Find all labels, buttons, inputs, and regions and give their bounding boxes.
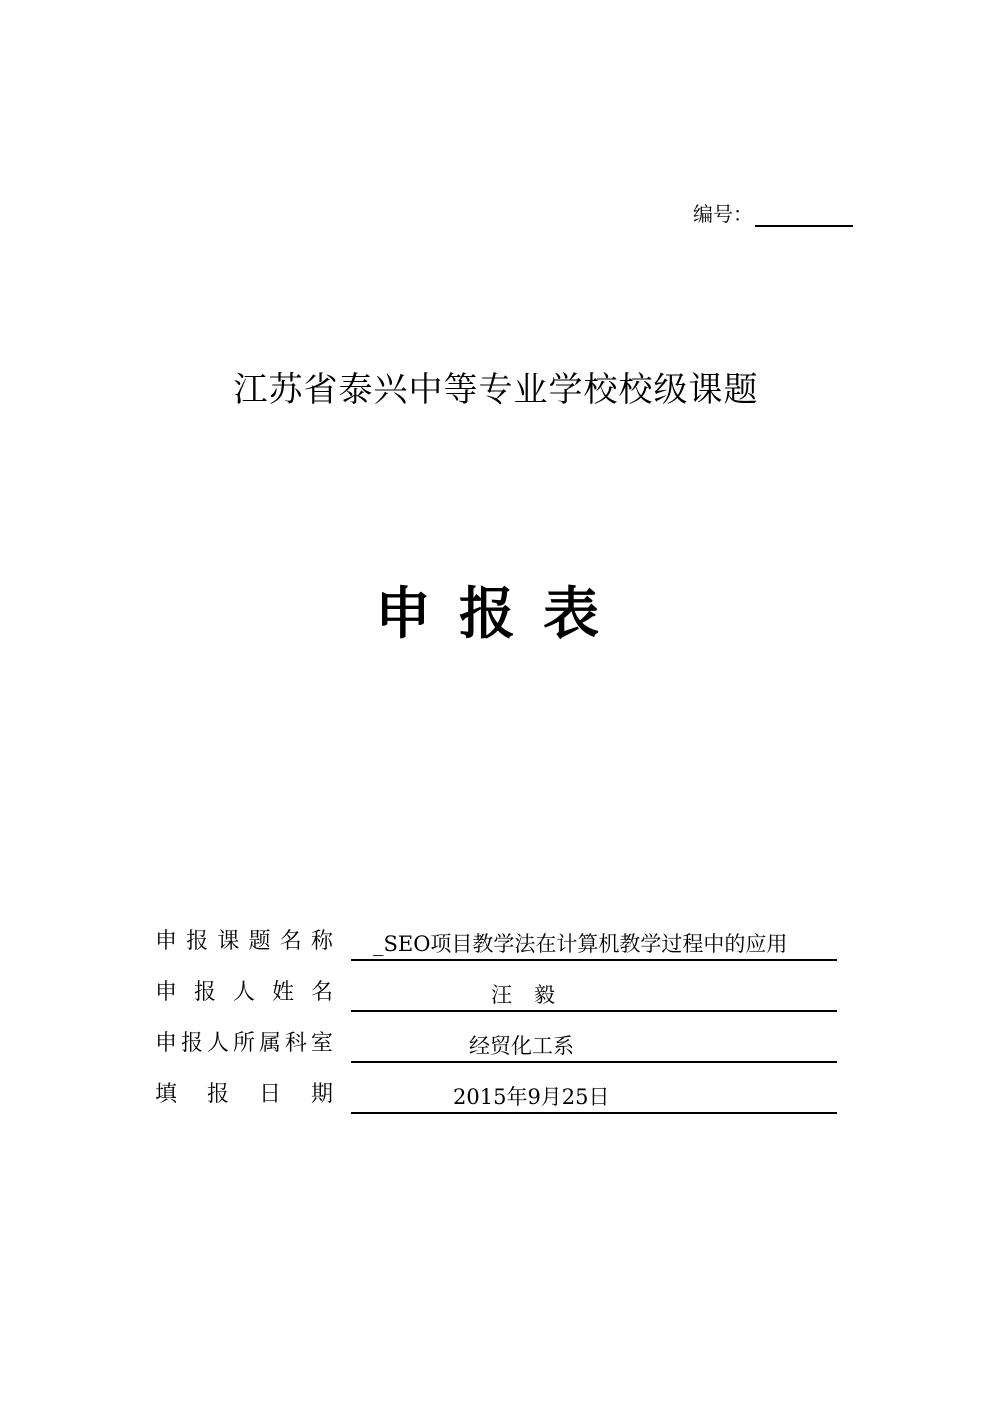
field-value-applicant: 汪毅 xyxy=(351,978,837,1012)
form-title: 申报表 xyxy=(375,582,627,647)
field-label-date: 填 报 日 期 xyxy=(155,1082,333,1107)
serial-label: 编号： xyxy=(693,202,753,226)
field-value-department: 经贸化工系 xyxy=(351,1029,837,1063)
field-row-topic xyxy=(155,910,845,961)
field-label-applicant: 申 报 人 姓 名 xyxy=(155,980,333,1005)
field-label-department: 申 报 人 所 属 科 室 xyxy=(155,1031,333,1056)
serial-number-blank xyxy=(755,203,853,227)
field-row-applicant xyxy=(155,961,845,1012)
application-fields xyxy=(155,910,845,1114)
field-value-topic: _SEO项目教学法在计算机教学过程中的应用 xyxy=(351,927,837,961)
school-title: 江苏省泰兴中等专业学校校级课题 xyxy=(233,370,759,410)
field-row-date xyxy=(155,1063,845,1114)
field-row-department xyxy=(155,1012,845,1063)
field-label-topic: 申 报 课 题 名 称 xyxy=(155,929,333,954)
serial-number xyxy=(693,198,853,227)
field-value-date: 2015年9月25日 xyxy=(351,1080,837,1114)
